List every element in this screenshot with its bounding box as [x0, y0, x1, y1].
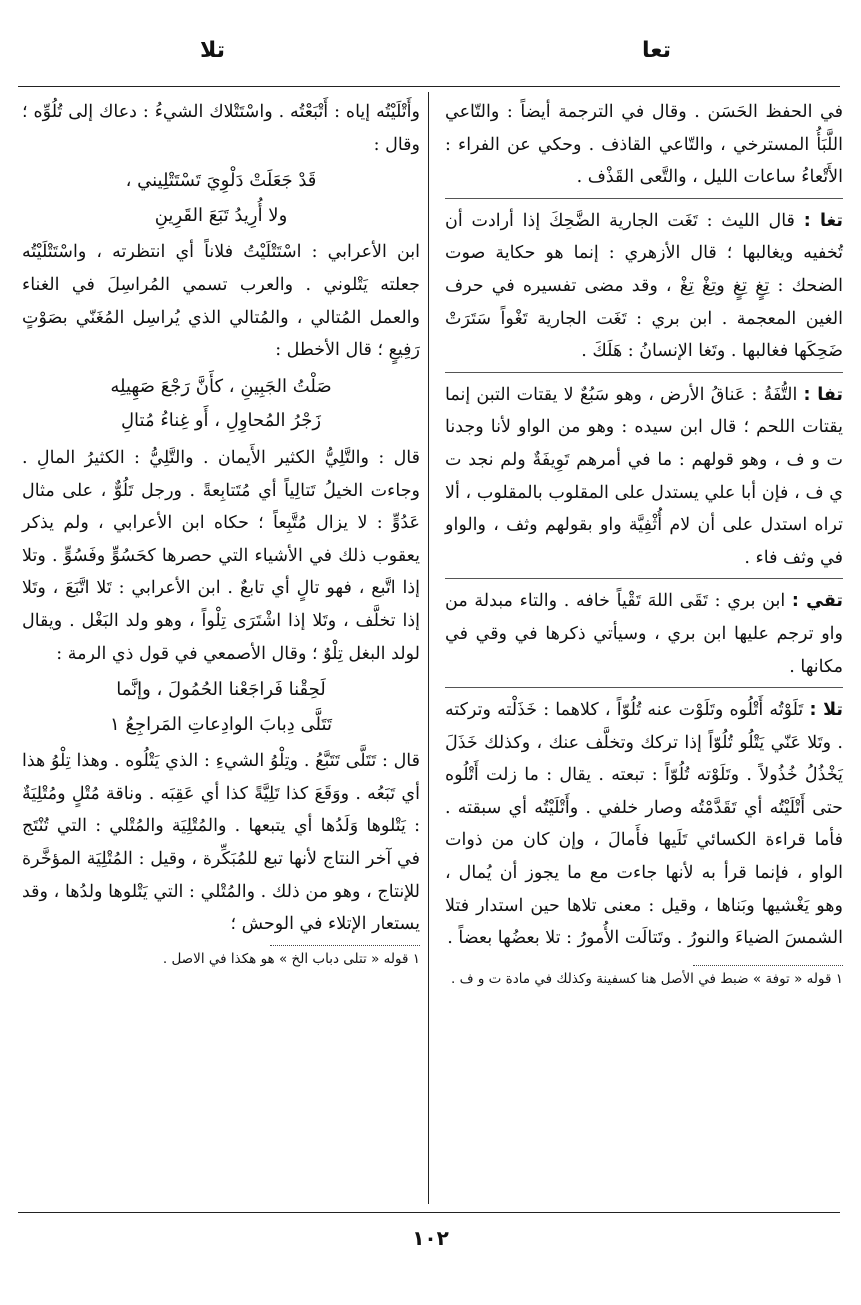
intro-text: في الحفظ الحَسَن . وقال في الترجمة أيضاً : والتّاعي اللَّبَأُ المسترخي ، والتّاعي القاذف . وحكي عن الفراء : الأَتْعاءُ ساعات الليل ، والتَّعى القَذْف . — [445, 102, 843, 188]
verse-line: صَلْتُ الجَبِينِ ، كأَنَّ رَجْعَ صَهِيلِه — [110, 375, 332, 397]
footnote-separator — [693, 965, 843, 966]
left-paragraph-3: قال : والتَّلِيُّ الكثير الأَيمان . والتَّلِيُّ : الكثيرُ المالِ . وجاءت الخيلُ تَتالِياً أي مُتَتابِعةً . ورجل تَلُوٌّ ، على مثال عَدُوٍّ : لا يزال مُتَّبِعاً ؛ حكاه ابن الأعرابي ، ولم يذكر يعقوب ذلك في الأشياء التي حصرها كحَسُوٍّ وفَسُوٍّ . وتلا إذا اتَّبع ، فهو تالٍ أي تابعٌ . ابن الأعرابي : تَلا اتَّبَعَ ، وتَلا إذا تخلَّف ، وتَلا إذا اشْتَرَى تِلْواً ، وهو ولد البَغْل . ويقال لولد البغل تِلْوٌ ؛ وقال الأصمعي في قول ذي الرمة : — [22, 447, 420, 664]
verse-2 — [22, 371, 420, 438]
verse-line: لَحِقْنا فَراجَعْنا الحُمُولَ ، وإنَّما — [116, 679, 326, 701]
header-rule — [18, 86, 840, 87]
entry-tafa — [445, 379, 843, 580]
footer-rule — [18, 1212, 840, 1213]
verse-line: زَجْرُ المُحاوِلِ ، أَو غِناءُ مُتالِ — [120, 410, 322, 432]
entry-tala — [445, 694, 843, 959]
entry-text: تَلَوْتُه أَتْلُوه وتَلَوْت عنه تُلُوّاً ، كلاهما : خَذَلْته وتركته . وتَلا عَنّي يَتْلُو تُلُوّاً إذا تركك وتخلَّف عنك ، وكذلك خَذَلَ يَخْذُلُ خُذُولاً . وتَلَوْته تُلُوّاً : تبعته . يقال : ما زلت أَتْلُوه حتى أَتْلَيْتُه أي تَقَدَّمْتُه وصار خلفي . وأَتْلَيْتُه أي سبقته . فأما قراءة الكسائي تَلَيها فأَمالَ ، وإن كان من ذوات الواو ، فإنما قرأ به لأنها جاءت مع ما يجوز أن يُمال ، وهو يَغْشيها وبَناها ، وقيل : معنى تلاها حين استدار فتلا الشمسَ الضياءَ والنورُ . وتَتالَت الأُمورُ : تلا بعضُها بعضاً . — [445, 700, 843, 949]
verse-line: تَتَلَّى دِبابَ الوادِعاتِ المَراجِعُ ١ — [110, 713, 332, 735]
verse-3 — [22, 674, 420, 741]
headword: تفا : — [803, 384, 843, 405]
page-number: ١٠٢ — [412, 1226, 449, 1250]
left-column — [22, 96, 420, 970]
headword: تلا : — [809, 700, 843, 721]
left-paragraph-2: ابن الأعرابي : اسْتَتْلَيْتُ فلاناً أي انتظرته ، واسْتَتْلَيْتُه جعلته يَتْلوني . والعرب تسمي المُراسِلَ في الغناء والعمل المُتالي ، والمُتالي الذي يُراسِل المُغَنّي بصَوْتٍ رَفِيعٍ ؛ قال الأخطل : — [22, 242, 420, 361]
entry-text: التُّفَةُ : عَناقُ الأرض ، وهو سَبُعٌ لا يقتات التبن إنما يقتات اللحم ؛ قال ابن سيده : وهو من الواو لأنا وجدنا ت و ف ، وهو قولهم : ما في أمرهم تَوِيفَةٌ ولم نجد ت ي ف ، فإن أبا علي يستدل على المقلوب بالمقلوب ، ألا تراه استدل على أن لام أُثْفِيَّة واو بقولهم وثف ، والواو في وثف فاء . — [445, 384, 843, 568]
headword: تغا : — [803, 210, 843, 231]
entry-tagha — [445, 205, 843, 373]
footnote-separator — [270, 945, 420, 946]
verse-1 — [22, 165, 420, 232]
column-divider — [428, 92, 429, 1204]
running-head-left: تلا — [200, 38, 225, 63]
left-intro: وأَتْلَيْتُه إياه : أَتْبَعْتُه . واسْتَتْلاك الشيءُ : دعاك إلى تُلُوِّه ؛ وقال : — [22, 102, 420, 155]
headword: تقي : — [791, 591, 843, 612]
entry-text: قال الليث : تَغَت الجارية الضَّحِكَ إذا أرادت أن تُخفيه ويغالبها ؛ قال الأزهري : إنما هو حكاية صوت الضحك : تِغٍ تِغٍ وتِغْ تِغْ ، وقد مضى تفسيره في حرف الغين المعجمة . ابن بري : تَغَت الجارية تَغْواً سَتَرَتْ ضَحِكَها فغالبها . وتَغا الإنسانُ : هَلَكَ . — [445, 210, 843, 362]
running-head-right: تعا — [642, 38, 671, 63]
verse-line: قَدْ جَعَلَتْ دَلْوِيَ تَسْتَتْلِيني ، — [125, 170, 317, 192]
left-paragraph-4: قال : تَتَلَّى تَتَبَّعُ . وتِلْوُ الشيءِ : الذي يَتْلُوه . وهذا تِلْوُ هذا أي تَبَعُه . ووَقَعَ كذا تَلِيَّةً كذا أي عَقِبَه . وناقة مُتْلٍ ومُتْلِيَةٌ : يَتْلوها وَلَدُها أي يتبعها . والمُتْلِيَة والمُتْلي : التي تُنْتَج في آخر النتاج لأنها تبع للمُبَكِّرة ، وقيل : المُتْلِيَة المؤخَّرة للإنتاج ، وهو من ذلك . والمُتْلي : التي يَتْلوها ولدُها ، وقد يستعار الإتلاء في الوحش ؛ — [22, 751, 420, 935]
verse-line: ولا أُرِيدُ تَبَعَ القَرِينِ — [154, 204, 288, 226]
entry-taqi — [445, 585, 843, 688]
entry-text: ابن بري : تَقَى اللهَ تَقْياً خافه . والتاء مبدلة من واو ترجم عليها ابن بري ، وسيأتي ذكرها في وقي في مكانها . — [445, 591, 843, 677]
right-column — [445, 96, 843, 990]
footnote-right: ١ قوله « توفة » ضبط في الأصل هنا كسفينة وكذلك في مادة ت و ف . — [450, 970, 843, 987]
entry-intro — [445, 96, 843, 199]
footnote-left: ١ قوله « تتلى دباب الخ » هو هكذا في الاصل . — [162, 950, 420, 967]
